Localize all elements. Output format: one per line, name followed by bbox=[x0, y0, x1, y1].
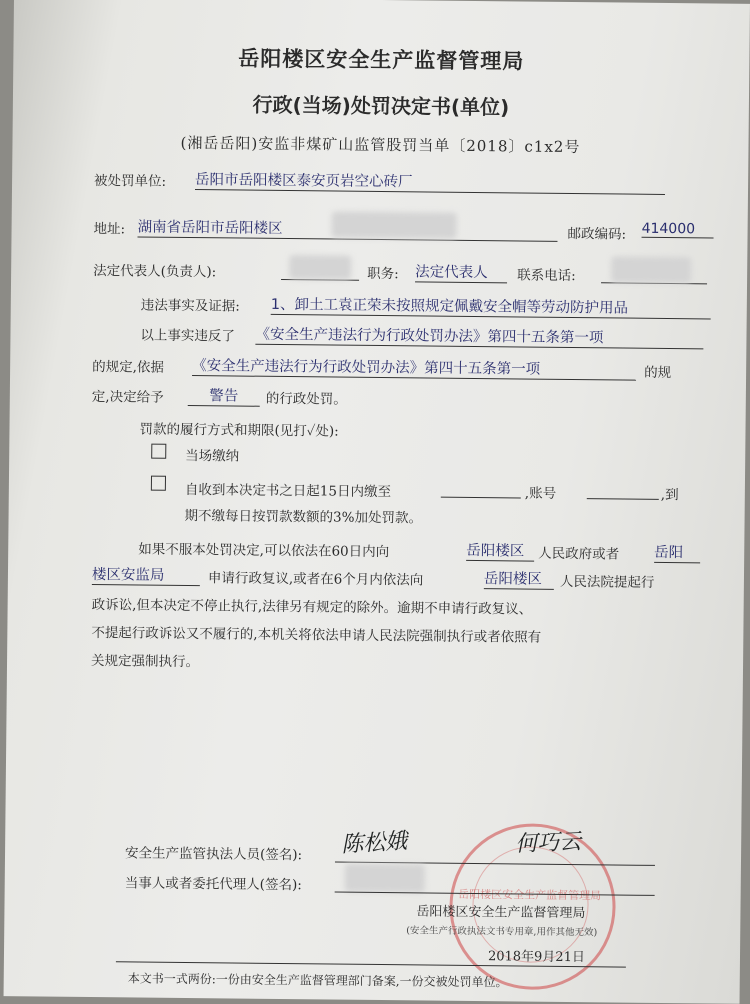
appeal-line2-c: 人民法院提起行 bbox=[559, 573, 655, 591]
unit-value: 岳阳市岳阳楼区泰安页岩空心砖厂 bbox=[195, 168, 665, 195]
unit-label: 被处罚单位: bbox=[94, 172, 167, 190]
issue-date: 2018年9月21日 bbox=[487, 949, 585, 966]
official-seal: 岳阳楼区安全生产监督管理局 bbox=[449, 823, 617, 991]
address-label: 地址: bbox=[93, 220, 126, 238]
party-sign-label: 当事人或者委托代理人(签名): bbox=[124, 875, 302, 894]
checkbox-onsite[interactable] bbox=[151, 444, 166, 459]
document-page bbox=[4, 0, 750, 1004]
title-label: 职务: bbox=[367, 265, 399, 283]
appeal-gov: 岳阳楼区 bbox=[466, 539, 534, 562]
officer-signature-2: 何巧云 bbox=[514, 829, 582, 858]
seal-note: (安全生产行政执法文书专用章,用作其他无效) bbox=[406, 925, 598, 939]
address-value: 湖南省岳阳市岳阳楼区 bbox=[138, 215, 558, 241]
option-deadline-c: ,到 bbox=[660, 486, 679, 504]
penalty-value: 警告 bbox=[188, 384, 260, 407]
decision-suffix: 的行政处罚。 bbox=[265, 390, 347, 408]
option-deadline-b: ,账号 bbox=[524, 485, 557, 502]
appeal-line1-a: 如果不服本处罚决定,可以依法在60日内向 bbox=[138, 541, 390, 561]
appeal-line4: 不提起行政诉讼又不履行的,本机关将依法申请人民法院强制执行或者依照有 bbox=[91, 624, 542, 646]
appeal-line5: 关规定强制执行。 bbox=[90, 652, 200, 671]
checkbox-deadline[interactable] bbox=[151, 476, 166, 491]
officer-signature-1: 陈松娥 bbox=[340, 829, 409, 858]
phone-label: 联系电话: bbox=[517, 267, 576, 285]
postal-label: 邮政编码: bbox=[567, 225, 627, 243]
rep-label: 法定代表人(负责人): bbox=[93, 262, 217, 281]
seal-agency: 岳阳楼区安全生产监督管理局 bbox=[416, 904, 586, 922]
basis-prefix: 的规定,依据 bbox=[92, 358, 165, 376]
agency-title: 岳阳楼区安全生产监督管理局 bbox=[238, 46, 525, 74]
basis-suffix: 的规 bbox=[644, 364, 672, 382]
option-deadline-a: 自收到本决定书之日起15日内缴至 bbox=[184, 481, 392, 501]
redacted-address bbox=[332, 211, 457, 238]
appeal-line1-c: 岳阳 bbox=[654, 541, 700, 563]
document-title: 行政(当场)处罚决定书(单位) bbox=[252, 92, 510, 120]
postal-value: 414000 bbox=[642, 221, 714, 239]
decision-prefix: 定,决定给予 bbox=[91, 388, 164, 406]
option-deadline-d: 期不缴每日按罚款数额的3%加处罚款。 bbox=[184, 507, 423, 527]
title-value: 法定代表人 bbox=[415, 260, 507, 283]
appeal-line2-a: 楼区安监局 bbox=[92, 563, 200, 586]
redacted-rep bbox=[289, 255, 351, 280]
appeal-line3: 政诉讼,但本决定不停止执行,法律另有规定的除外。逾期不申请行政复议、 bbox=[91, 596, 533, 618]
officer-sign-label: 安全生产监管执法人员(签名): bbox=[124, 845, 303, 864]
facts-value: 1、卸土工袁正荣未按照规定佩戴安全帽等劳动防护用品 bbox=[271, 293, 711, 320]
appeal-line2-b: 申请行政复议,或者在6个月内依法向 bbox=[207, 570, 424, 589]
document-number: (湘岳岳阳)安监非煤矿山监管股罚当单〔2018〕c1x2号 bbox=[180, 133, 581, 157]
redacted-phone bbox=[611, 256, 691, 283]
violated-law: 《安全生产违法行为行政处罚办法》第四十五条第一项 bbox=[255, 323, 703, 350]
payment-intro: 罚款的履行方式和期限(见打✓处): bbox=[139, 421, 339, 440]
option-onsite: 当场缴纳 bbox=[185, 447, 240, 465]
appeal-line1-b: 人民政府或者 bbox=[538, 545, 620, 563]
facts-label: 违法事实及证据: bbox=[140, 297, 240, 315]
footer-note: 本文书一式两份:一份由安全生产监督管理部门备案,一份交被处罚单位。 bbox=[127, 971, 508, 990]
basis-law: 《安全生产违法行为行政处罚办法》第四十五条第一项 bbox=[192, 354, 636, 381]
redacted-party-signature bbox=[345, 864, 425, 893]
appeal-court: 岳阳楼区 bbox=[484, 567, 554, 590]
violated-prefix: 以上事实违反了 bbox=[140, 327, 236, 345]
